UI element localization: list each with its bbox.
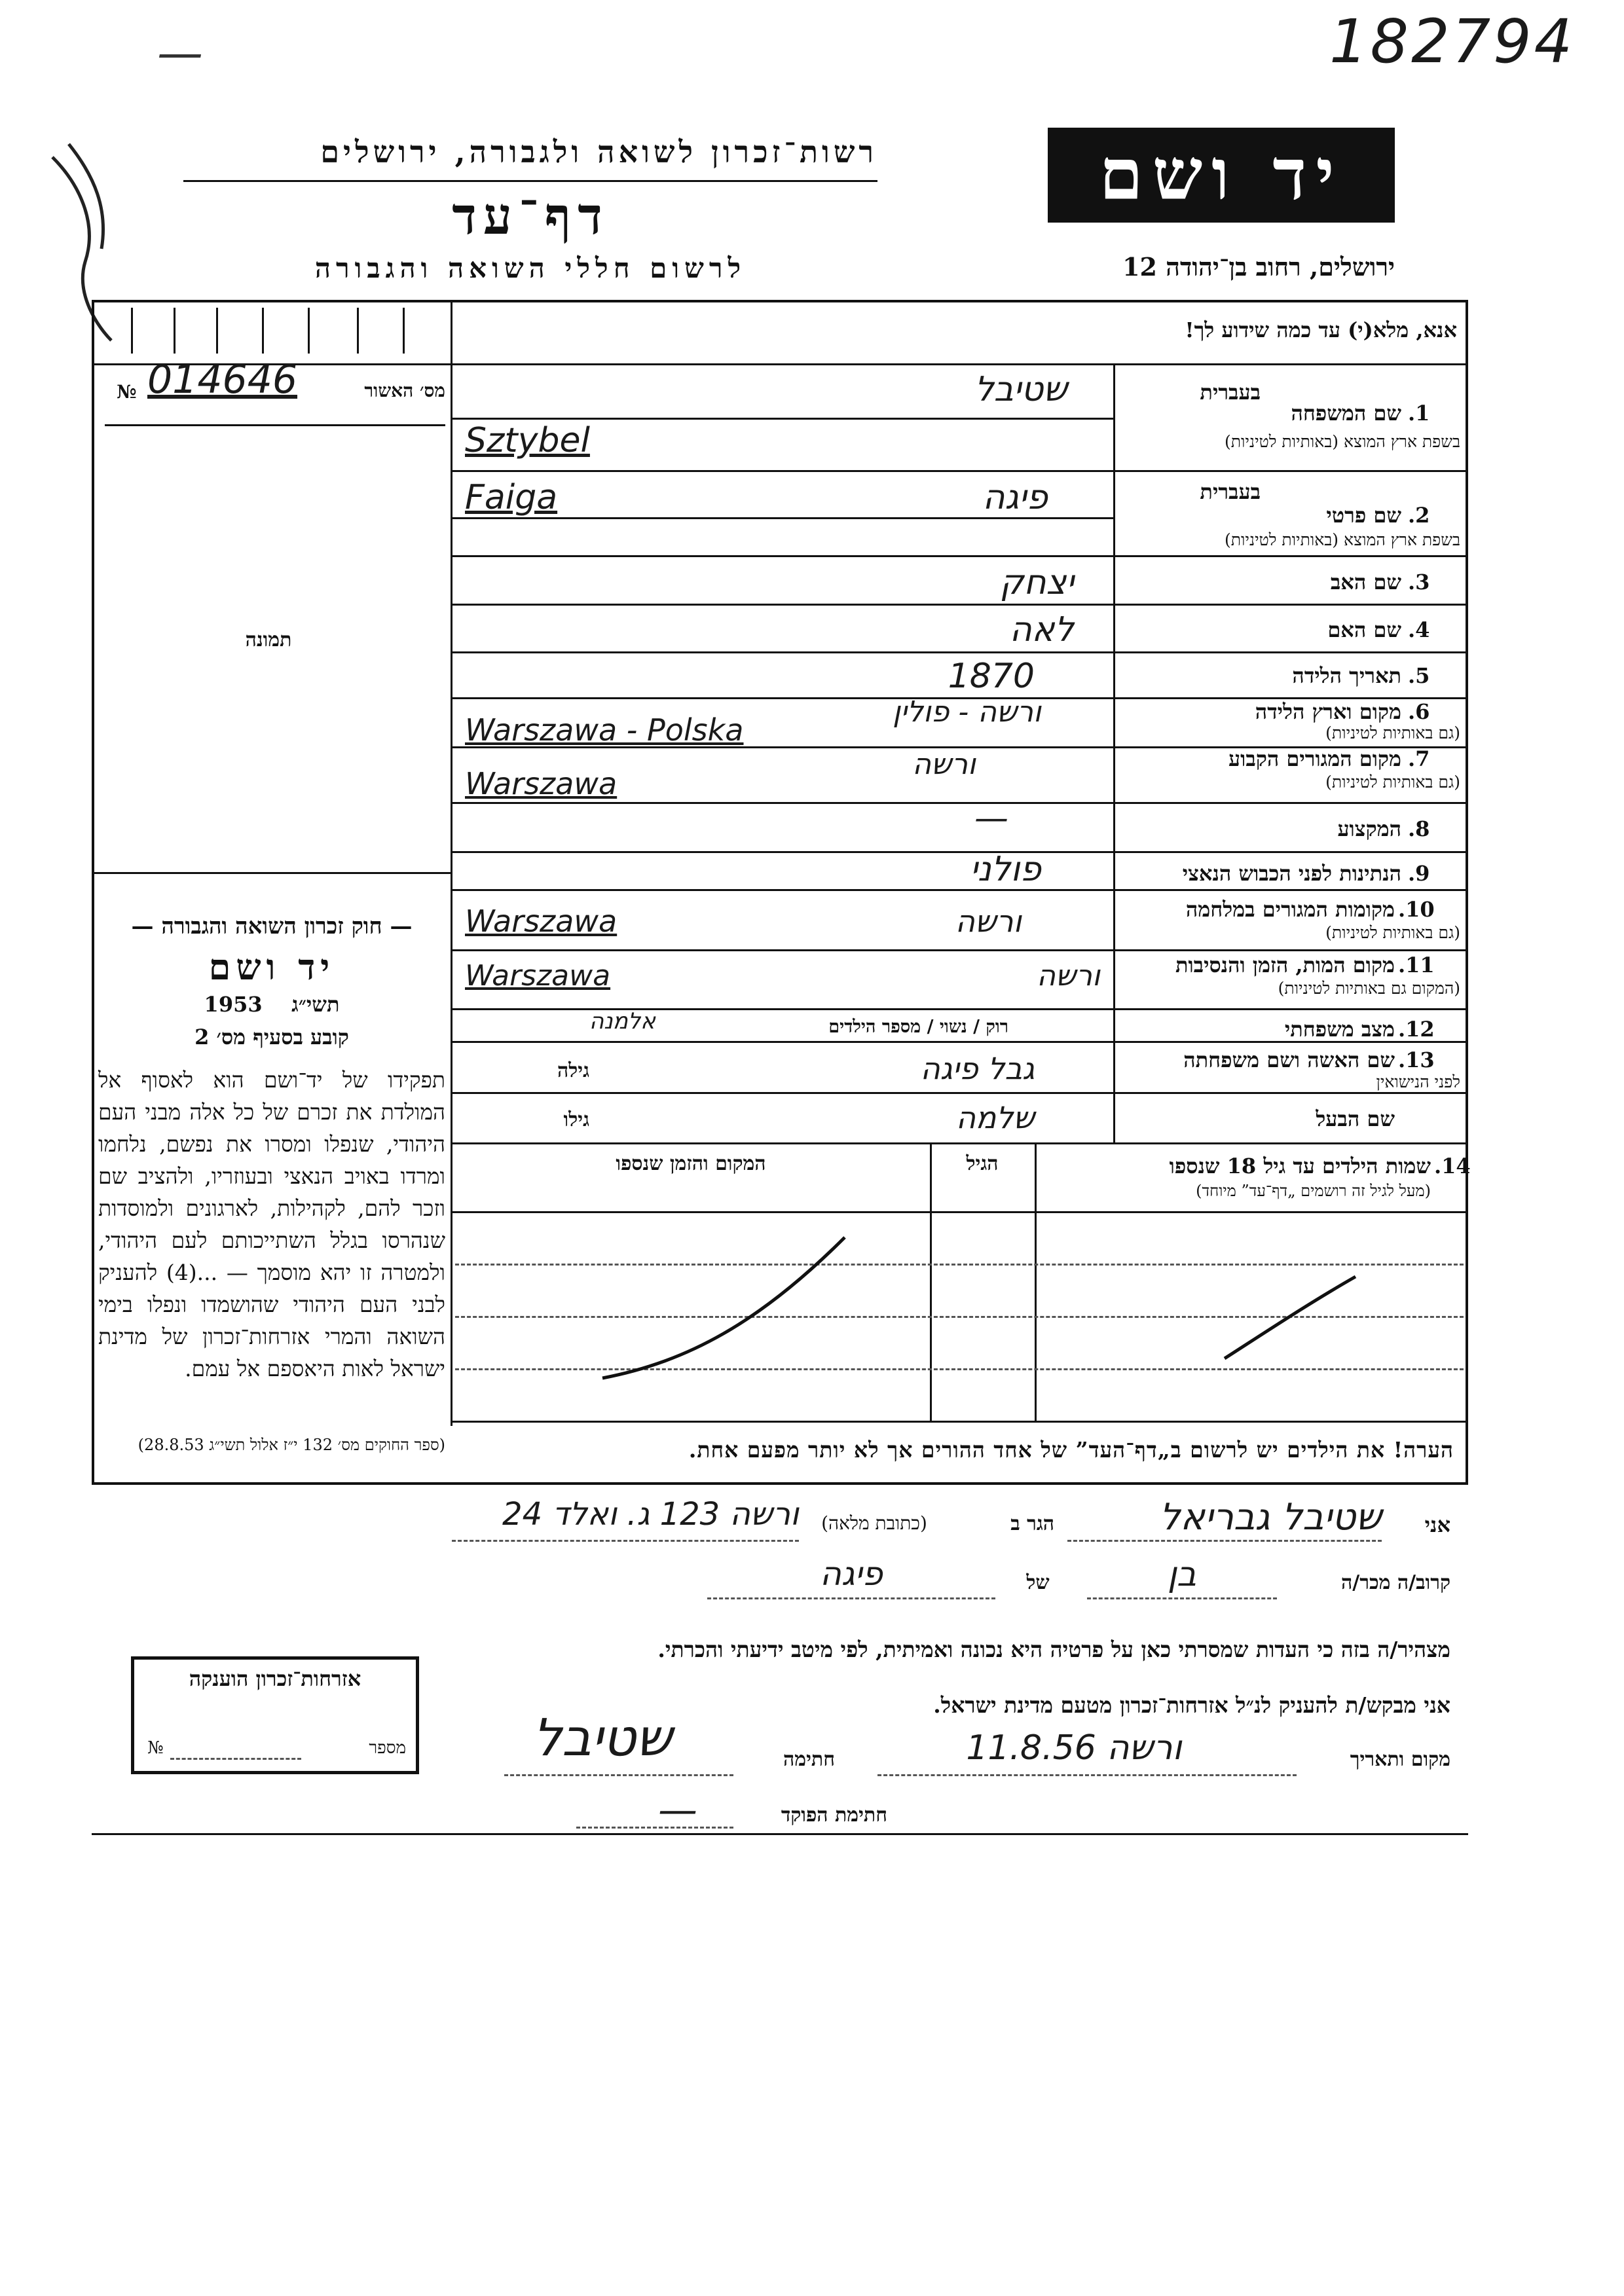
field-13-number: 13. — [1398, 1048, 1435, 1072]
tick — [216, 308, 218, 354]
officer-signature-line — [576, 1827, 733, 1829]
field-5-value: 1870 — [948, 657, 1035, 696]
field-2-hebrew-tag: בעברית — [1200, 479, 1261, 504]
officer-signature-value: — — [658, 1787, 697, 1833]
children-age-header: הגיל — [966, 1152, 999, 1175]
row-divider — [451, 889, 1468, 891]
row-divider — [451, 470, 1468, 472]
declaration-name-line — [1067, 1540, 1382, 1542]
declaration-address-value: ורשה 123 ג. ואלד 24 — [502, 1496, 799, 1533]
row-divider — [451, 604, 1468, 606]
field-1-hebrew-tag: בעברית — [1200, 380, 1261, 405]
law-top-divider — [92, 872, 452, 874]
place-date-label: מקום ותאריך — [1350, 1748, 1450, 1771]
field-13-value: גבל פיגה — [920, 1051, 1035, 1086]
field-10-number: 10. — [1398, 897, 1435, 922]
bottom-frame-line — [92, 1833, 1468, 1835]
tick — [131, 308, 133, 354]
field-husband-age-label: גילו — [563, 1108, 589, 1131]
field-7-label: מקום המגורים הקבוע — [1228, 746, 1401, 771]
citizenship-number-symbol: № — [147, 1738, 164, 1758]
field-13-label: שם האשה ושם משפחתה — [1183, 1048, 1395, 1072]
intro-text: אנא, מלא(י) עד כמה שידוע לך! — [1185, 318, 1457, 342]
declaration-relative-label: קרוב/ה מכר/ה — [1341, 1571, 1450, 1594]
field-12-value: אלמנה — [589, 1008, 655, 1034]
row-divider — [451, 1142, 1468, 1144]
field-6-hebrew-value: ורשה - פולין — [893, 695, 1041, 729]
row-subdivider — [451, 517, 1113, 519]
field-6-latin-value: Warszawa - Polska — [465, 712, 744, 748]
field-14-label: שמות הילדים עד גיל 18 שנספו — [1169, 1154, 1431, 1178]
field-9-number: 9. — [1408, 861, 1430, 886]
children-header-divider — [451, 1211, 1468, 1213]
field-14-number: 14. — [1434, 1154, 1471, 1178]
handwritten-archive-number: 182794 — [1329, 7, 1576, 77]
field-12-label: מצב משפחתי — [1284, 1017, 1395, 1042]
institution-address: ירושלים, רחוב בן־יהודה 12 — [1122, 252, 1395, 282]
note-top-divider — [451, 1421, 1468, 1423]
field-7-sublabel: (גם באותיות לטיניות) — [1325, 773, 1460, 792]
field-1-latin-value: Sztybel — [465, 421, 590, 460]
field-3-value: יצחק — [999, 563, 1074, 602]
signature-value: שטיבל — [532, 1709, 673, 1768]
field-9-value: פולני — [970, 850, 1041, 889]
form-subtitle: לרשום חללי השואה והגבורה — [314, 252, 747, 284]
record-number-value: 014646 — [147, 357, 298, 403]
law-reference: (ספר החוקים מס׳ 132 י״ז אלול תשי״ג 28.8.53) — [138, 1436, 445, 1454]
field-13-age-label: גילה — [557, 1059, 589, 1082]
field-14-sublabel: (מעל לגיל זה רושמים „דף־עד” מיוחד) — [1196, 1182, 1431, 1200]
declaration-request: אני מבקש/ת להעניק לנ״ל אזרחות־זכרון מטעם מדינת ישראל. — [933, 1692, 1450, 1718]
declaration-of-line — [707, 1597, 995, 1599]
declaration-resides-label: הגר ב — [1010, 1512, 1054, 1535]
field-12-options: רוק / נשוי / מספר הילדים — [828, 1017, 1008, 1037]
row-divider — [451, 1092, 1468, 1094]
field-7-latin-value: Warszawa — [465, 766, 618, 801]
declaration-address-line — [452, 1540, 799, 1542]
tick — [403, 308, 405, 354]
field-2-number: 2. — [1408, 503, 1430, 528]
law-year-hebrew: תשי״ג — [291, 992, 340, 1017]
declaration-statement: מצהיר/ה בזה כי העדות שמסרתי כאן על פרטיה היא נכונה ואמיתית, לפי מיטב ידיעתי והכרתי. — [657, 1637, 1450, 1662]
tick — [357, 308, 359, 354]
field-8-value: — — [974, 799, 1008, 838]
law-year — [98, 992, 445, 1017]
label-column-divider — [1113, 363, 1115, 1142]
row-subdivider — [451, 418, 1113, 420]
place-date-line — [877, 1774, 1297, 1776]
note-text: הערה! את הילדים יש לרשום ב„דף־העד” של אחד ההורים אך לא יותר מפעם אחת. — [688, 1437, 1454, 1463]
field-5-label: תאריך הלידה — [1292, 663, 1401, 688]
field-1-number: 1. — [1408, 401, 1430, 426]
children-strikethrough-left — [589, 1231, 864, 1388]
intro-divider — [451, 363, 1468, 365]
field-1-sublabel: בשפת ארץ המוצא (באותיות לטיניות) — [1225, 432, 1460, 451]
citizenship-number-label: מספר — [369, 1738, 406, 1758]
field-4-label: שם האם — [1327, 617, 1401, 642]
law-body: תפקידו של יד־ושם הוא לאסוף אל המולדת את זכרם של כל אלה מבני העם היהודי, שנפלו ומסרו את נפשם, נלחמו ומרדו באויב הנאצי ובעוזריו, ולהציב שם וזכר להם, לקהילות, לארגונים ולמוסדות שנהרסו בגלל השתייכותם לעם היהודי, ולמטרה זו יהא מוסמך — ...(4) להעניק לבני העם היהודי שהושמדו ונפלו בימי השואה והמרי אזרחות־זכרון של מדינת ישראל לאות היאספם אל עמם. — [98, 1067, 445, 1381]
field-10-sublabel: (גם באותיות לטיניות) — [1325, 923, 1460, 942]
yad-vashem-logo: יד ושם — [1048, 128, 1395, 223]
field-1-hebrew-value: שטיבל — [974, 370, 1067, 409]
institution-name: רשות־זכרון לשואה ולגבורה, ירושלים — [320, 134, 877, 170]
field-6-sublabel: (גם באותיות לטיניות) — [1325, 723, 1460, 742]
field-7-number: 7. — [1408, 746, 1430, 771]
record-number-symbol: № — [117, 381, 137, 403]
place-date-value: ורשה 11.8.56 — [966, 1728, 1182, 1768]
law-name: יד ושם — [208, 946, 335, 988]
signature-line — [504, 1774, 733, 1776]
field-1-label: שם המשפחה — [1291, 401, 1401, 426]
field-11-label: מקום המות, הזמן והנסיבות — [1175, 953, 1395, 977]
field-2-latin-value: Faiga — [465, 478, 558, 517]
field-2-label: שם פרטי — [1326, 503, 1401, 528]
record-number-line — [105, 424, 445, 426]
field-11-hebrew-value: ורשה — [1037, 959, 1100, 993]
law-title: — חוק זכרון השואה והגבורה — — [131, 913, 413, 939]
law-year-gregorian: 1953 — [204, 992, 263, 1017]
institution-underline — [183, 180, 877, 182]
tick — [308, 308, 310, 354]
row-divider — [451, 949, 1468, 951]
field-10-latin-value: Warszawa — [465, 903, 618, 939]
field-3-label: שם האב — [1330, 570, 1401, 594]
field-11-number: 11. — [1398, 953, 1435, 977]
field-13-sublabel: לפני הנישואין — [1376, 1072, 1460, 1091]
field-12-number: 12. — [1398, 1017, 1435, 1042]
declaration-i-label: אני — [1424, 1512, 1450, 1537]
field-4-value: לאה — [1009, 610, 1074, 649]
declaration-i-name: שטיבל גבריאל — [1159, 1496, 1382, 1539]
field-9-label: הנתינות לפני הכבוש הנאצי — [1182, 861, 1401, 886]
declaration-address-label: (כתובת מלאה) — [821, 1512, 927, 1534]
field-8-label: המקצוע — [1337, 816, 1401, 841]
field-6-label: מקום וארץ הלידה — [1255, 699, 1401, 724]
law-clause: קובע בסעיף מס׳ 2 — [194, 1025, 349, 1049]
field-6-number: 6. — [1408, 699, 1430, 724]
field-11-latin-value: Warszawa — [465, 959, 611, 993]
children-strikethrough-right — [1211, 1264, 1369, 1368]
field-2-hebrew-value: פיגה — [982, 478, 1048, 517]
officer-signature-label: חתימת הפוקד — [781, 1804, 887, 1827]
form-title: דף־עד — [452, 187, 609, 246]
field-10-hebrew-value: ורשה — [955, 903, 1022, 939]
field-2-sublabel: בשפת ארץ המוצא (באותיות לטיניות) — [1225, 530, 1460, 549]
row-divider — [451, 555, 1468, 557]
field-5-number: 5. — [1408, 663, 1430, 688]
field-husband-value: שלמה — [955, 1100, 1035, 1135]
citizenship-box-title: אזרחות־זכרון הוענקה — [189, 1666, 361, 1691]
row-divider — [451, 651, 1468, 653]
tick — [262, 308, 264, 354]
declaration-relation-line — [1087, 1597, 1277, 1599]
field-4-number: 4. — [1408, 617, 1430, 642]
field-7-hebrew-value: ורשה — [912, 748, 976, 781]
declaration-of-value: פיגה — [820, 1555, 883, 1593]
children-col-divider — [1035, 1142, 1037, 1421]
declaration-relation-value: בן — [1167, 1555, 1197, 1594]
children-col-divider — [930, 1142, 932, 1421]
field-3-number: 3. — [1408, 570, 1430, 594]
signature-label: חתימה — [783, 1748, 835, 1771]
citizenship-number-line — [170, 1758, 301, 1760]
tick — [174, 308, 175, 354]
left-column-divider — [451, 300, 452, 1426]
field-11-sublabel: (המקום גם באותיות לטיניות) — [1278, 979, 1460, 998]
photo-label: תמונה — [245, 629, 292, 651]
children-place-header: המקום והזמן שנספו — [616, 1152, 766, 1175]
record-number-label: מס׳ האשור — [364, 380, 445, 401]
field-10-label: מקומות המגורים במלחמה — [1185, 897, 1395, 922]
top-left-scribble: — — [157, 26, 203, 80]
field-8-number: 8. — [1408, 816, 1430, 841]
field-husband-label: שם הבעל — [1316, 1106, 1395, 1131]
declaration-of-label: של — [1026, 1571, 1050, 1594]
